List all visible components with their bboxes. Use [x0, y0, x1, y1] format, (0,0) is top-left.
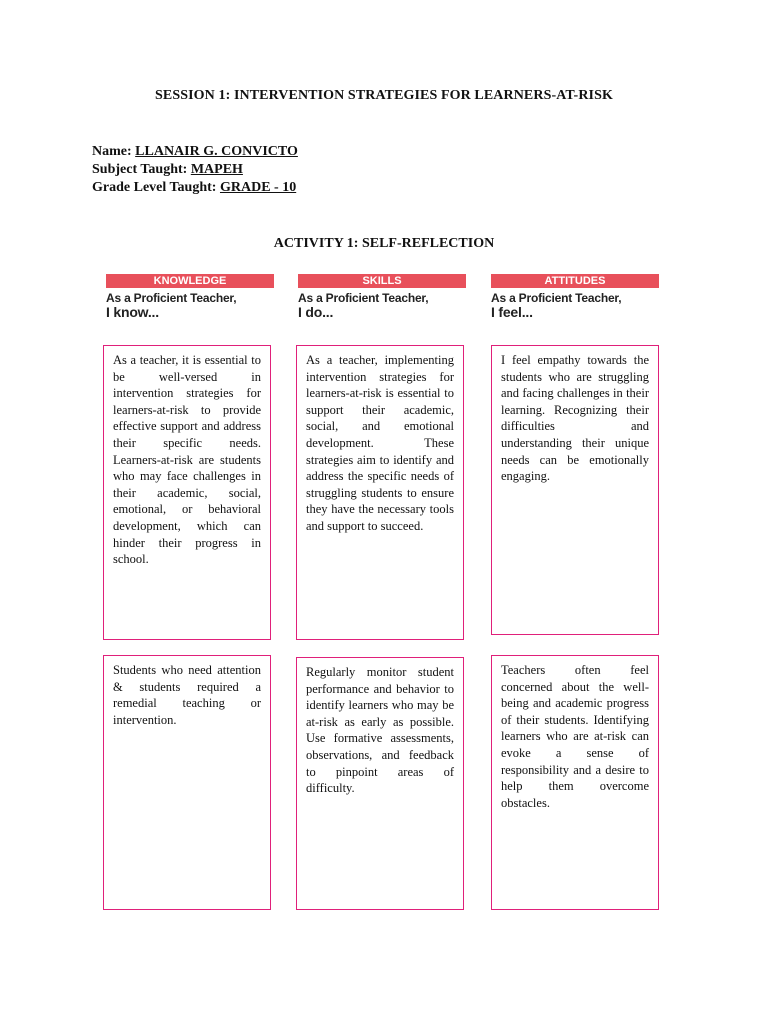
- attitudes-box-1: I feel empathy towards the students who are struggling and facing challenges in their learning. Recognizing their difficulties and understanding their unique needs can be emotionally engaging.: [491, 345, 659, 635]
- skills-box-2: Regularly monitor student performance and behavior to identify learners who may be at-risk as early as possible. Use formative assessments, observations, and feedback to pinpoint areas of difficulty.: [296, 657, 464, 910]
- attitudes-header: [491, 274, 659, 320]
- attitudes-box-2: Teachers often feel concerned about the well-being and academic progress of their students. Identifying learners who are at-risk can evoke a sense of responsibility and a desire to help them overcome obstacles.: [491, 655, 659, 910]
- knowledge-pill: KNOWLEDGE: [106, 274, 274, 288]
- knowledge-box-1: As a teacher, it is essential to be well-versed in intervention strategies for learners-at-risk to provide effective support and address their specific needs. Learners-at-risk are students who may face challenges in their academic, social, emotional, or behavioral development, which can hinder their progress in school.: [103, 345, 271, 640]
- name-line: [92, 143, 298, 161]
- name-value: LLANAIR G. CONVICTO: [135, 144, 298, 159]
- grade-line: [92, 179, 296, 197]
- document-title: SESSION 1: INTERVENTION STRATEGIES FOR LEARNERS-AT-RISK: [155, 88, 613, 103]
- attitudes-prompt: I feel...: [491, 304, 533, 320]
- skills-pill: SKILLS: [298, 274, 466, 288]
- activity-title: ACTIVITY 1: SELF-REFLECTION: [273, 236, 495, 251]
- attitudes-subtitle: As a Proficient Teacher,: [491, 291, 622, 305]
- subject-line: [92, 161, 243, 179]
- skills-subtitle: As a Proficient Teacher,: [298, 291, 429, 305]
- skills-header: [298, 274, 466, 320]
- attitudes-pill: ATTITUDES: [491, 274, 659, 288]
- knowledge-box-2: Students who need attention & students required a remedial teaching or intervention.: [103, 655, 271, 910]
- skills-box-1: As a teacher, implementing intervention strategies for learners-at-risk is essential to support their academic, social, and emotional development. These strategies aim to identify and address the specific needs of struggling students to ensure they have the necessary tools and support to succeed.: [296, 345, 464, 640]
- knowledge-subtitle: As a Proficient Teacher,: [106, 291, 237, 305]
- grade-label: Grade Level Taught:: [92, 180, 217, 195]
- skills-prompt: I do...: [298, 304, 334, 320]
- subject-label: Subject Taught:: [92, 162, 188, 177]
- name-label: Name:: [92, 144, 132, 159]
- subject-value: MAPEH: [190, 162, 243, 177]
- knowledge-prompt: I know...: [106, 304, 159, 320]
- knowledge-header: [106, 274, 274, 320]
- grade-value: GRADE - 10: [219, 180, 297, 195]
